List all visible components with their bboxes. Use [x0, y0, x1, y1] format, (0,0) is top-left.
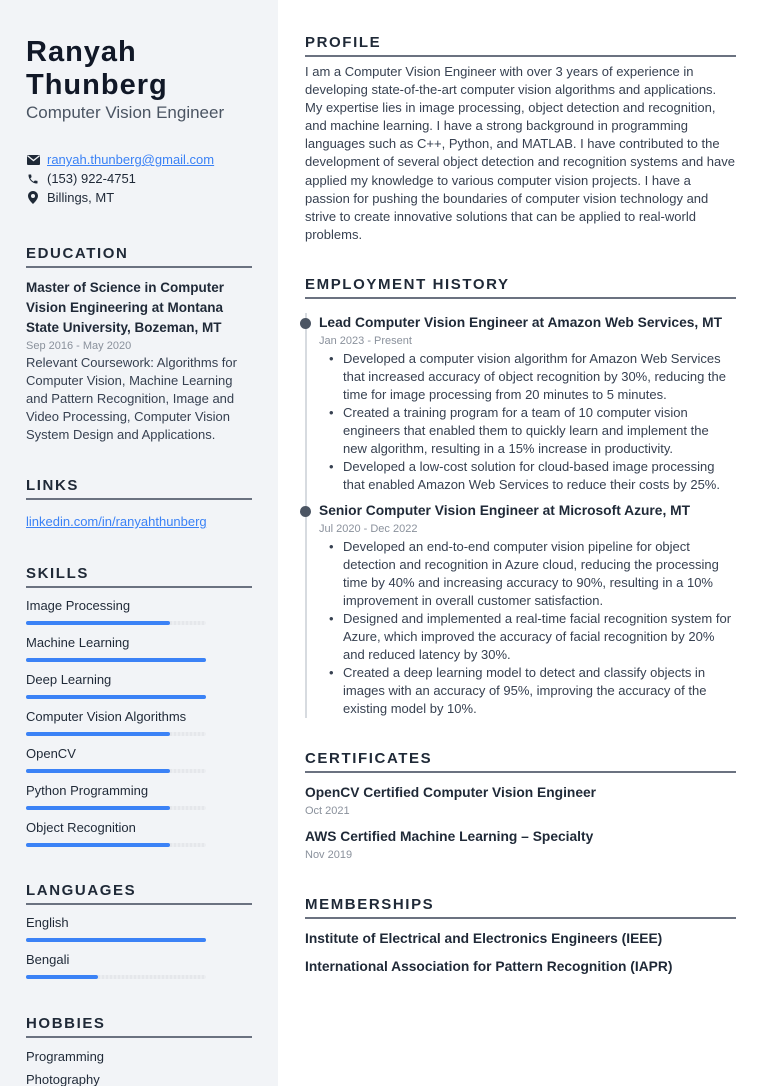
contact-phone: [26, 169, 252, 188]
employment-section: [305, 276, 736, 718]
job-entry: [305, 501, 736, 718]
phone-number: (153) 922-4751: [47, 171, 136, 186]
certificate-title: OpenCV Certified Computer Vision Engineer: [305, 784, 597, 800]
skill-level-fill: [26, 621, 170, 625]
language-level-bar: [26, 938, 206, 942]
job-bullets: [319, 538, 736, 718]
job-bullet: • Designed and implemented a real-time facial recognition system for Azure, which improved the accuracy of facial recognition by 20% and reduced latency by 30%.: [319, 610, 736, 664]
job-entry-dates: Jul 2020 - Dec 2022: [319, 522, 418, 535]
certificate-item: [305, 827, 736, 863]
languages-section: [26, 882, 252, 979]
education-dates: Sep 2016 - May 2020: [26, 340, 132, 352]
job-bullets: [319, 350, 736, 494]
language-level-fill: [26, 938, 206, 942]
skill-level-bar: [26, 695, 206, 699]
links-section: [26, 477, 252, 529]
skills-heading: SKILLS: [26, 565, 252, 588]
skill-item: [26, 782, 252, 810]
timeline-dot-icon: [300, 506, 311, 517]
education-section: [26, 245, 252, 444]
employment-heading: EMPLOYMENT HISTORY: [305, 276, 736, 299]
profile-heading: PROFILE: [305, 34, 736, 57]
job-entry-dates: Jan 2023 - Present: [319, 334, 412, 347]
membership-item: International Association for Pattern Recognition (IAPR): [305, 958, 673, 974]
job-title: Computer Vision Engineer: [26, 103, 225, 122]
skill-level-fill: [26, 658, 206, 662]
certificate-item: [305, 783, 736, 819]
profile-section: [305, 34, 736, 244]
certificates-section: [305, 750, 736, 863]
skill-level-bar: [26, 732, 206, 736]
skill-label: Deep Learning: [26, 672, 112, 687]
degree-title: Master of Science in Computer Vision Engineering at Montana State University, Bozeman, MT: [26, 280, 225, 335]
skill-item: [26, 597, 252, 625]
phone-icon: [26, 172, 40, 186]
certificate-date: Nov 2019: [305, 848, 353, 861]
email-link[interactable]: ranyah.thunberg@gmail.com: [47, 152, 215, 167]
skill-level-fill: [26, 769, 170, 773]
skill-level-bar: [26, 806, 206, 810]
language-level-fill: [26, 975, 98, 979]
timeline-dot-icon: [300, 318, 311, 329]
certificate-date: Oct 2021: [305, 804, 350, 817]
contact-location: [26, 188, 252, 207]
skill-label: Object Recognition: [26, 820, 136, 835]
memberships-heading: MEMBERSHIPS: [305, 896, 736, 919]
languages-heading: LANGUAGES: [26, 882, 252, 905]
skill-item: [26, 745, 252, 773]
skills-section: [26, 565, 252, 847]
location-text: Billings, MT: [47, 190, 115, 205]
main-content: [305, 0, 736, 977]
language-item: [26, 951, 252, 979]
skill-label: Image Processing: [26, 598, 131, 613]
job-bullet: • Created a deep learning model to detect and classify objects in images with an accuracy of 95%, improving the accuracy of the existing model by 10%.: [319, 664, 736, 718]
language-level-bar: [26, 975, 206, 979]
hobbies-heading: HOBBIES: [26, 1015, 252, 1038]
skill-item: [26, 819, 252, 847]
hobby-item: Photography: [26, 1072, 100, 1086]
name-first: Ranyah: [26, 36, 137, 68]
skill-level-bar: [26, 658, 206, 662]
education-description: Relevant Coursework: Algorithms for Computer Vision, Machine Learning and Pattern Recognition, Image and Video Processing, Computer Vision System Design and Applications.: [26, 355, 237, 442]
skill-label: OpenCV: [26, 746, 76, 761]
skill-level-bar: [26, 769, 206, 773]
profile-text: I am a Computer Vision Engineer with over 3 years of experience in developing state-of-the-art computer vision algorithms and applications. My expertise lies in image processing, object detection and recognition, and machine learning. I have a strong background in programming languages such as C++, Python, and MATLAB. I have contributed to the development of several object detection and recognition systems and have applied my knowledge to various computer vision projects. I have a passion for pushing the boundaries of computer vision technology and strive to create innovative solutions that can be applied to real-world problems.: [305, 64, 735, 242]
job-entry-title: Senior Computer Vision Engineer at Microsoft Azure, MT: [319, 502, 691, 518]
education-heading: EDUCATION: [26, 245, 252, 268]
skill-label: Machine Learning: [26, 635, 130, 650]
language-label: English: [26, 915, 69, 930]
skill-label: Python Programming: [26, 783, 149, 798]
hobbies-section: [26, 1015, 252, 1086]
skill-level-bar: [26, 621, 206, 625]
name-last: Thunberg: [26, 69, 168, 101]
job-bullet: • Developed a low-cost solution for cloud-based image processing that enabled Amazon Web Services to reduce their costs by 25%.: [319, 458, 736, 494]
membership-item: Institute of Electrical and Electronics Engineers (IEEE): [305, 930, 663, 946]
links-heading: LINKS: [26, 477, 252, 500]
contact-info: [26, 150, 252, 207]
linkedin-link[interactable]: linkedin.com/in/ranyahthunberg: [26, 514, 207, 529]
hobby-item: Programming: [26, 1049, 105, 1064]
skill-label: Computer Vision Algorithms: [26, 709, 187, 724]
contact-email: [26, 150, 252, 169]
envelope-icon: [26, 153, 40, 167]
employment-timeline: [305, 313, 736, 718]
job-bullet: • Developed an end-to-end computer vision pipeline for object detection and recognition in Azure cloud, reducing the processing time by 40% and increasing accuracy to 90%, resulting in a 10% improvement in overall customer satisfaction.: [319, 538, 736, 610]
certificate-title: AWS Certified Machine Learning – Specialty: [305, 828, 594, 844]
candidate-name: [26, 36, 252, 102]
skill-item: [26, 634, 252, 662]
language-item: [26, 914, 252, 942]
skill-level-fill: [26, 806, 170, 810]
skill-item: [26, 708, 252, 736]
map-pin-icon: [26, 191, 40, 205]
language-label: Bengali: [26, 952, 70, 967]
job-bullet: • Created a training program for a team of 10 computer vision engineers that enabled them to quickly learn and implement the new algorithm, resulting in a 15% increase in productivity.: [319, 404, 736, 458]
job-entry: [305, 313, 736, 494]
skill-level-bar: [26, 843, 206, 847]
sidebar: [0, 0, 278, 1086]
memberships-section: [305, 896, 736, 977]
certificates-heading: CERTIFICATES: [305, 750, 736, 773]
skill-level-fill: [26, 732, 170, 736]
job-entry-title: Lead Computer Vision Engineer at Amazon Web Services, MT: [319, 314, 723, 330]
job-bullet: • Developed a computer vision algorithm for Amazon Web Services that increased accuracy of object recognition by 30%, reducing the time for image processing from 20 minutes to 5 minutes.: [319, 350, 736, 404]
skill-level-fill: [26, 843, 170, 847]
skill-item: [26, 671, 252, 699]
skill-level-fill: [26, 695, 206, 699]
